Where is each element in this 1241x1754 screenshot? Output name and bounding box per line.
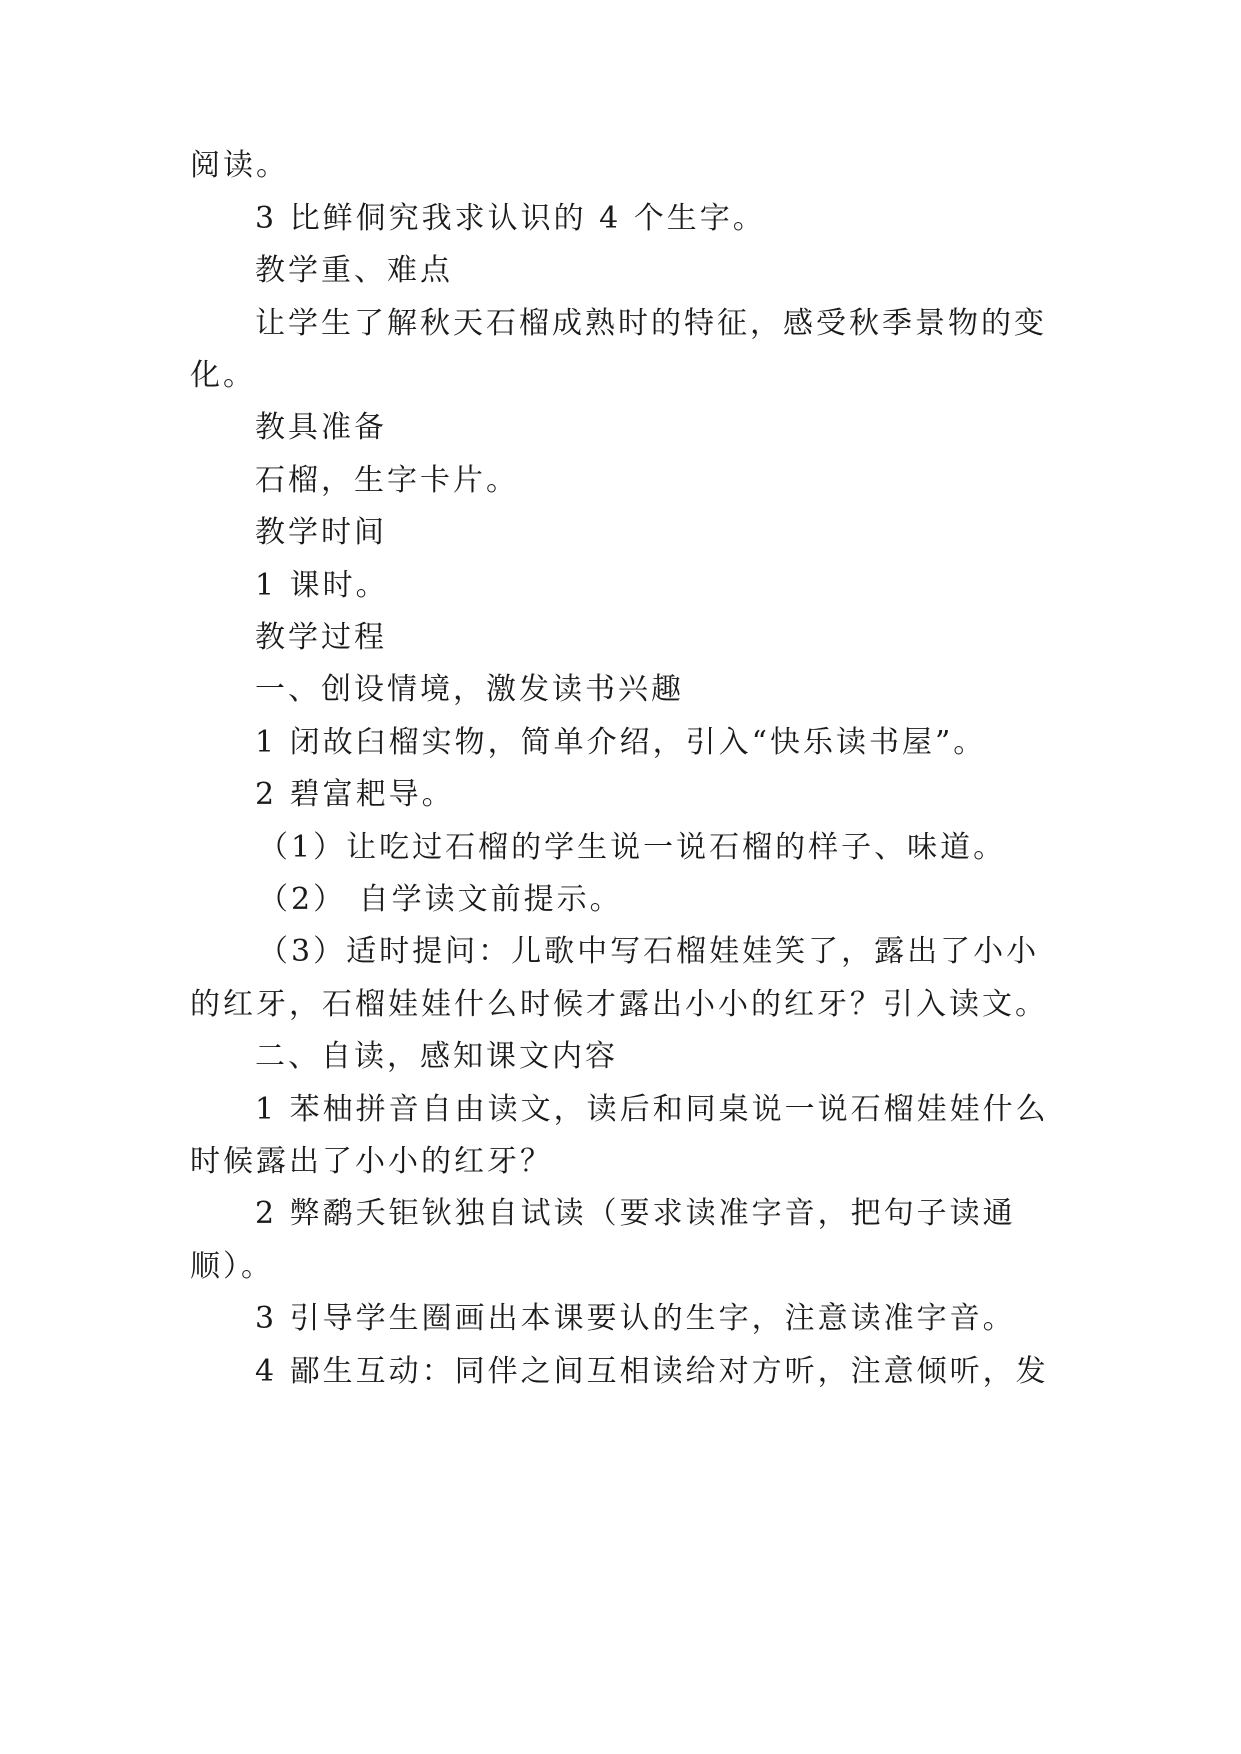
text-line: 时候露出了小小的红牙？ bbox=[190, 1144, 553, 1179]
text-line: 的红牙，石榴娃娃什么时候才露出小小的红牙？引入读文。 bbox=[190, 987, 1048, 1022]
text-line: 3 引导学生圈画出本课要认的生字，注意读准字音。 bbox=[255, 1301, 1016, 1336]
section-heading: 教学过程 bbox=[255, 620, 387, 655]
text-line: 2 碧富耙导。 bbox=[255, 777, 455, 812]
section-heading: 教学重、难点 bbox=[255, 253, 453, 288]
text-line: （1）让吃过石榴的学生说一说石榴的样子、味道。 bbox=[258, 830, 1007, 865]
text-line: 阅读。 bbox=[190, 148, 289, 183]
section-heading: 二、自读，感知课文内容 bbox=[255, 1039, 618, 1074]
text-line: 顺）。 bbox=[190, 1249, 274, 1284]
section-heading: 一、创设情境，激发读书兴趣 bbox=[255, 672, 684, 707]
text-line: 1 闭故臼榴实物，简单介绍，引入“快乐读书屋”。 bbox=[255, 725, 987, 760]
text-line: （2） 自学读文前提示。 bbox=[258, 882, 623, 917]
text-line: 石榴，生字卡片。 bbox=[255, 463, 519, 498]
section-heading: 教学时间 bbox=[255, 515, 387, 550]
text-line: 化。 bbox=[190, 358, 256, 393]
text-line: 1 苯柚拼音自由读文，读后和同桌说一说石榴娃娃什么 bbox=[255, 1092, 1049, 1127]
text-line: 让学生了解秋天石榴成熟时的特征，感受秋季景物的变 bbox=[255, 306, 1047, 341]
section-heading: 教具准备 bbox=[255, 410, 387, 445]
text-line: （3）适时提问：儿歌中写石榴娃娃笑了，露出了小小 bbox=[258, 934, 1040, 969]
text-line: 4 鄙生互动：同伴之间互相读给对方听，注意倾听，发 bbox=[255, 1354, 1049, 1389]
text-line: 2 弊鹬夭钜钬独自试读（要求读准字音，把句子读通 bbox=[255, 1196, 1016, 1231]
text-line: 1 课时。 bbox=[255, 568, 389, 603]
text-line: 3 比鲜侗究我求认识的 4 个生字。 bbox=[255, 201, 766, 236]
